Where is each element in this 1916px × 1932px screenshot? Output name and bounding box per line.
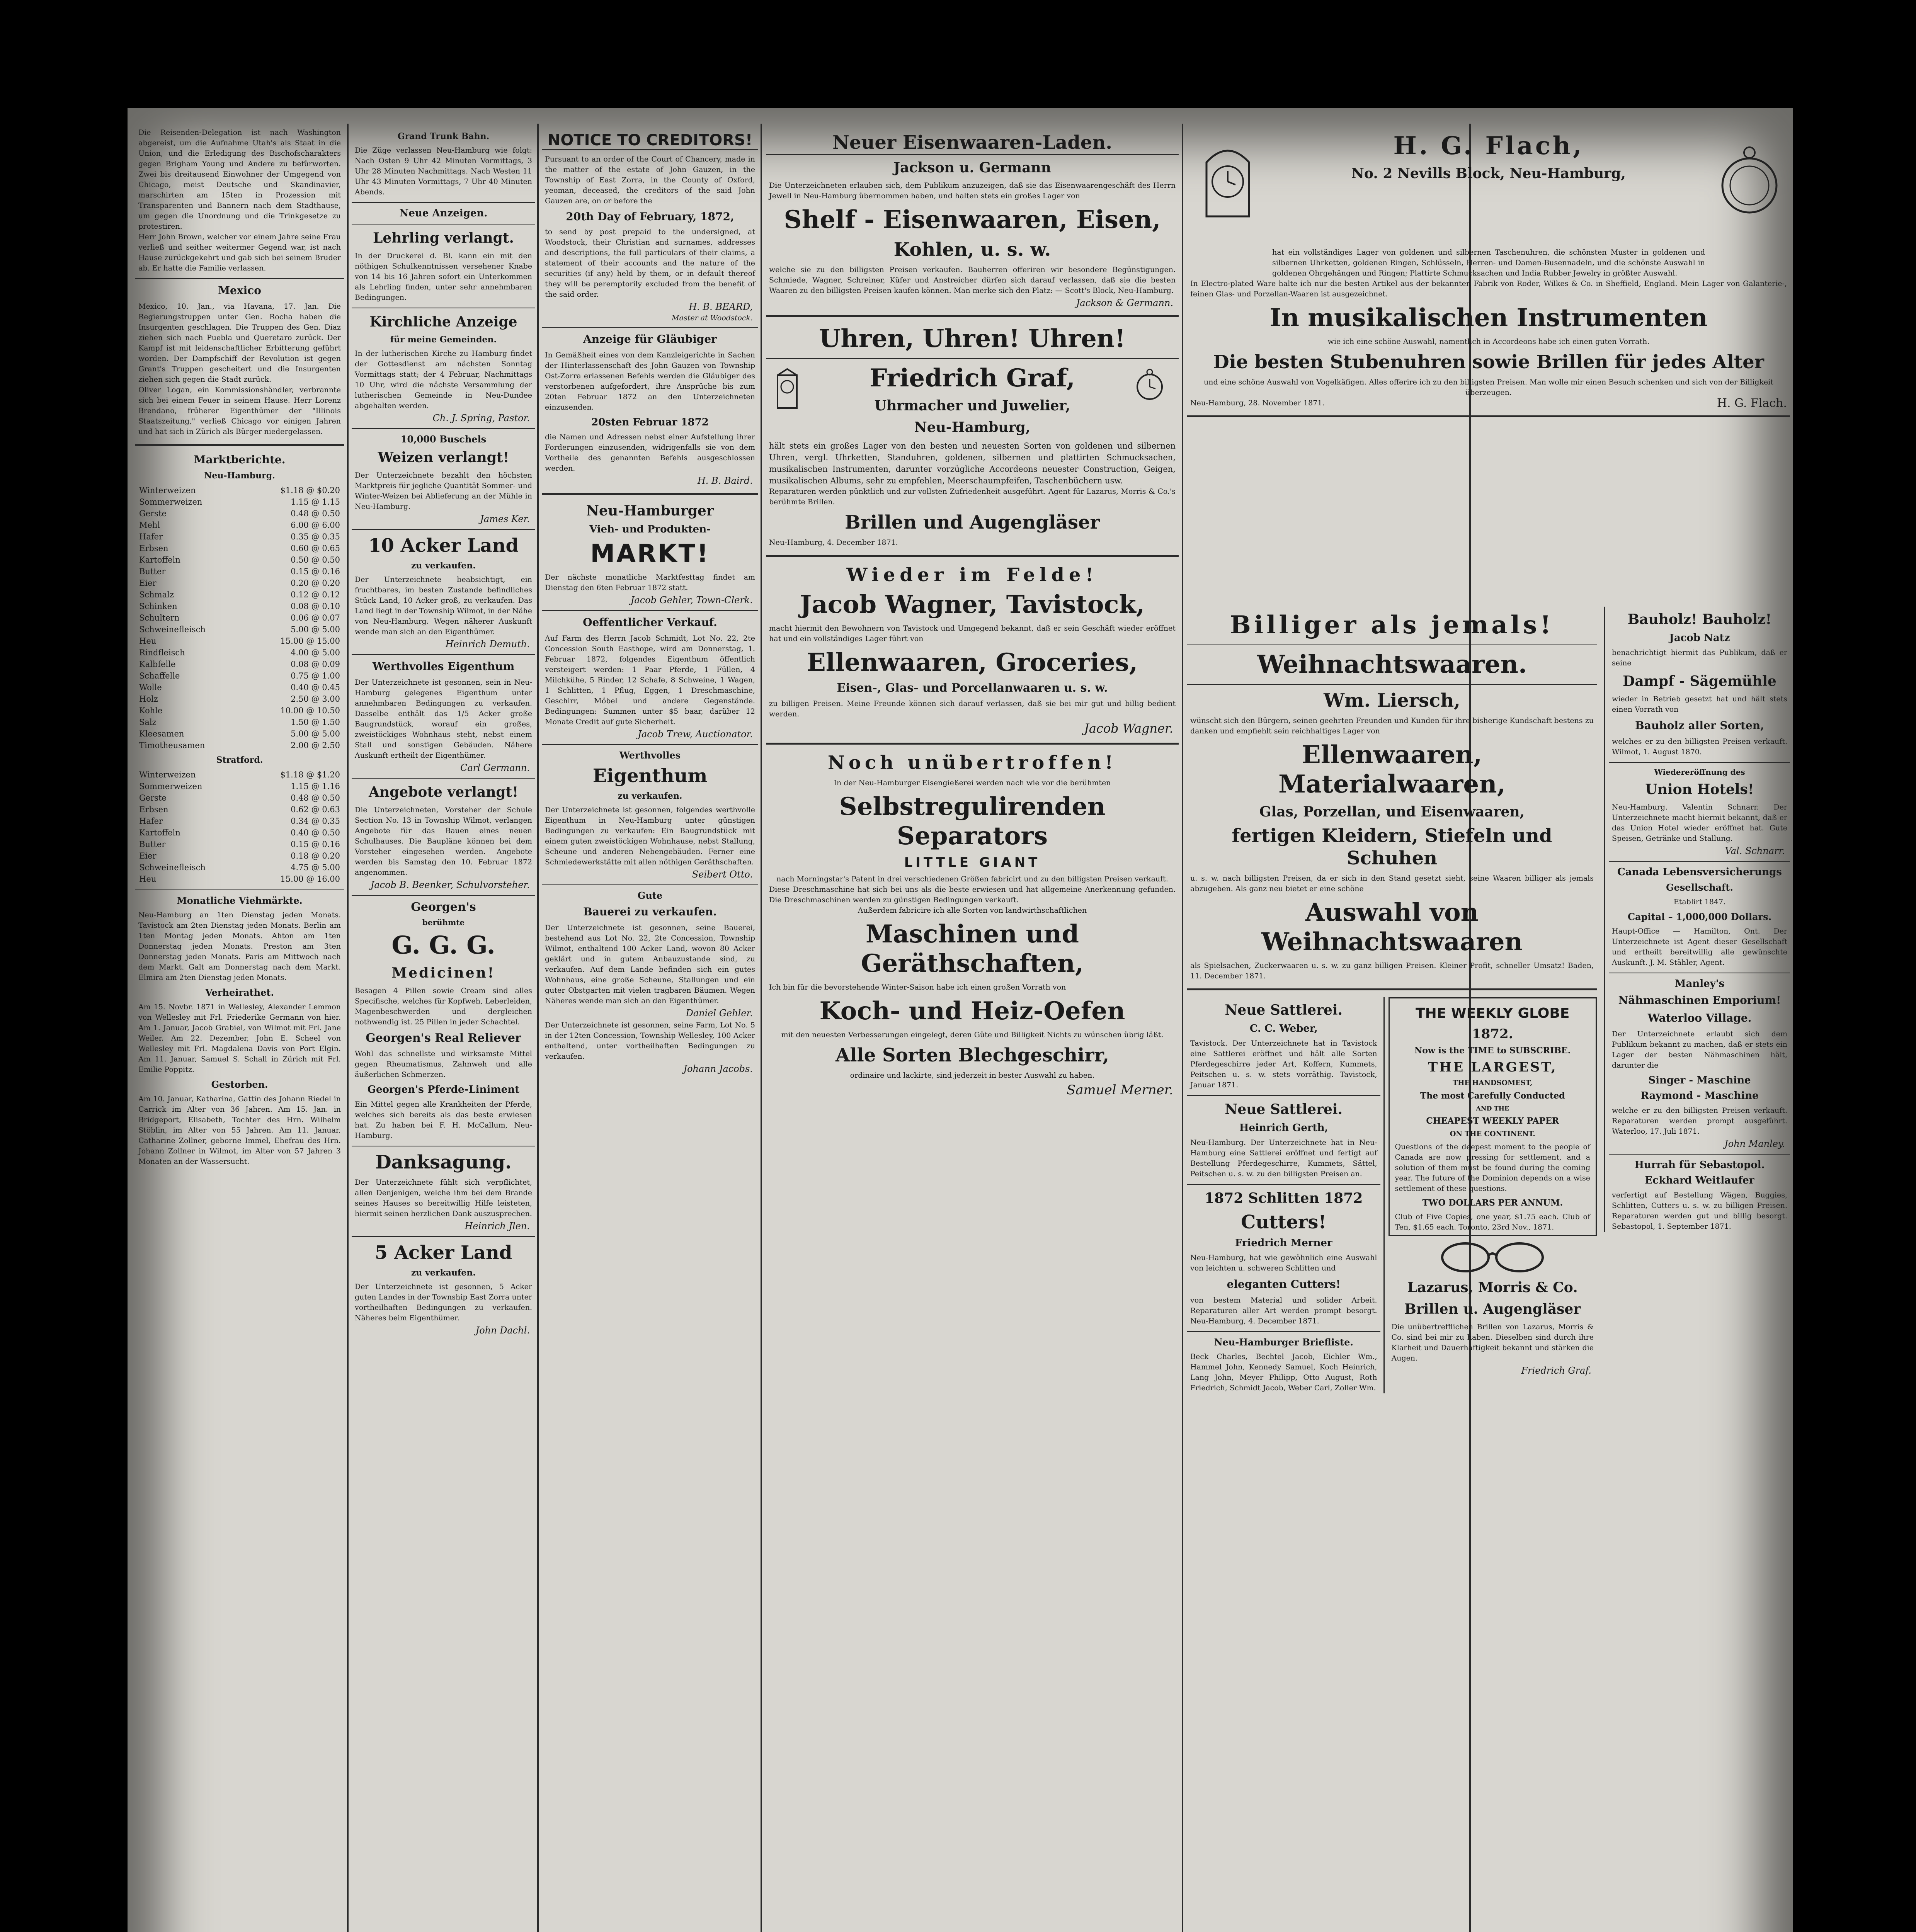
unsurpassed-heading: Noch unübertroffen! — [827, 752, 1117, 774]
price-item: Schweinefleisch — [139, 625, 206, 634]
price-value: 15.00 @ 15.00 — [280, 636, 340, 646]
liersch-heading: Wm. Liersch, — [1324, 690, 1460, 711]
price-value: 1.15 @ 1.16 — [291, 782, 340, 791]
price-item: Eier — [139, 851, 157, 861]
price-row — [139, 624, 340, 635]
price-item: Kartoffeln — [139, 828, 180, 837]
column-ads-3: H. G. Flach, No. 2 Nevills Block, Neu-Hamburg, hat ein vollständiges Lager von goldenen und silbernen Taschenuhren, die schönsten Muster in goldenen und silbernen Uhrketten, goldenen Ringen, Schlüsseln, Herren- und Damen-Busennadeln, und die schönste Auswahl in goldenen Ohrgehängen und Ringen; Plattirte Schmucksachen und India Rubber Jewelry in größter Auswahl. In Electro-plated Ware halte ich nur die besten Artikel aus der bekannten Fabrik von Roder, Wilkes & Co. in Sheffield, England. Mein Lager von Galanterie-, feinen Glas- und Porzellan-Waaren ist ausgezeichnet. In musikalischen Instrumenten wie ich eine schöne Auswahl, namentlich in Accordeons habe ich einen guten Vorrath. Die besten Stubenuhren sowie Brillen für jedes Alter und eine schöne Auswahl von Vogelkäfigen. Alles offerire ich zu den billigsten Preisen. Man wolle mir einen Besuch schenken und sich von der Billigkeit überzeugen. Neu-Hamburg, 28. November 1871. H. G. Flach. Billiger als jemals! Weihnachtswaaren. Wm. Liersch, wünscht sich den Bürgern, seinen geehrten Freunden und Kunden für ihre bisherige Kundschaft bestens zu danken und empfiehlt sein reichhaltiges Lager von Ellenwaaren, Materialwaaren, Glas, Porzellan, und Eisenwaaren, fertigen Kleidern, Stiefeln und Schuhen u. s. w. nach billigsten Preisen, da er sich in den Stand gesetzt sieht, seine Waaren billiger als jemals abzugeben. Als ganz neu bietet er eine schöne Auswahl von Weihnachtswaaren als Spielsachen, Zuckerwaaren u. s. w. zu ganz billigen Preisen. Kleiner Profit, schneller Umsatz! Baden, 11. December 1871. Neue Sattlerei. C. C. Weber, Tavistock. Der Unterzeichnete hat in Tavistock eine Sattlerei eröffnet und hält alle Sorten Pferdegeschirre jeder Art, Koffern, Kummets, Peitschen u. s. w. stets vorräthig. Tavistock, Januar 1871. Neue Sattlerei. Heinrich Gerth, Neu-Hamburg. Der Unterzeichnete hat in Neu-Hamburg eine Sattlerei eröffnet und fertigt auf Bestellung Pferdegeschirre, Kummets, Sättel, Peitschen u. s. w. zu den billigsten Preisen an. 1872 Schlitten 1872 Cutters! Friedrich Merner Neu-Hamburg, hat wie gewöhnlich eine Auswahl von leichten u. schweren Schlitten und eleganten Cutters! von bestem Material und solider Arbeit. Reparaturen aller Art werden prompt besorgt. Neu-Hamburg, 4. December 1871. Neu-Hamburger Briefliste. Beck Charles, Bechtel Jacob, Eichler Wm., Hammel John, Kennedy Samuel, Koch Heinrich, Lang John, Meyer Philipp, Otto August, Roth Friedrich, Schmidt Jacob, Weber Carl, Zoller Wm. THE WEEKLY GLOBE 1872. Now is the TIME to SUBSCRIBE. THE LARGEST, THE HANDSOMEST, The most Carefully Conducted AND THE CHEAPEST WEEKLY PAPER ON THE CONTINENT. Questions of the deepest moment to the people of Canada are now pressing for settlement, and a solution of them must be found during the coming year. The future of the Dominion depends on a wise settlement of these questions. TWO DOLLARS PER ANNUM. Club of Five Copies, one year, $1.75 each. Club of Ten, $1.65 each. Toronto, 23rd Nov., 1871. Lazarus, Morris & Co. Brillen u. Augengläser Die unübertrefflichen Brillen von Lazarus, Morris & Co. sind bei mir zu haben. Dieselben sind durch ihre Klarheit und Dauerhaftigkeit bekannt und stärken die Augen. Friedrich Graf. Bauholz! Bauholz! Jacob Natz benachrichtigt hiermit das Publikum, daß er seine Dampf - Sägemühle wieder in Betrieb gesetzt hat und hält stets einen Vorrath von Bauholz aller Sorten, welches er zu den billigsten Preisen verkauft. Wilmot, 1. August 1870. Wiedereröffnung des Union Hotels! Neu-Hamburg. Valentin Schnarr. Der Unterzeichnete macht hiermit bekannt, daß er das Union Hotel wieder eröffnet hat. Gute Speisen, Getränke und Stallung. Val. Schnarr. Canada Lebensversicherungs Gesellschaft. Etablirt 1847. Capital – 1,000,000 Dollars. Haupt-Office — Hamilton, Ont. Der Unterzeichnete ist Agent dieser Gesellschaft und ertheilt bereitwillig alle gewünschte Auskunft. J. M. Stähler, Agent. Manley's Nähmaschinen Emporium! Waterloo Village. Der Unterzeichnete erlaubt sich dem Publikum bekannt zu machen, daß er stets ein Lager der besten Nähmaschinen hält, darunter die Singer - Maschine Raymond - Maschine welche er zu den billigsten Preisen verkauft. Reparaturen werden prompt ausgeführt. Waterloo, 17. Juli 1871. John Manley. Hurrah für Sebastopol. Eckhard Weitlaufer verfertigt auf Bestellung Wägen, Buggies, Schlitten, Cutters u. s. w. zu billigen Preisen. Reparaturen werden gut und billig besorgt. Sebastopol, 1. September 1871. — [1187, 128, 1790, 1932]
weekly-globe-ad: THE WEEKLY GLOBE 1872. Now is the TIME to SUBSCRIBE. THE LARGEST, THE HANDSOMEST, The most Carefully Conducted AND THE CHEAPEST WEEKLY PAPER ON THE CONTINENT. Questions of the deepest moment to the people of Canada are now pressing for settlement, and a solution of them must be found during the coming year. The future of the Dominion depends on a wise settlement of these questions. TWO DOLLARS PER ANNUM. Club of Five Copies, one year, $1.75 each. Club of Ten, $1.65 each. Toronto, 23rd Nov., 1871. — [1389, 997, 1597, 1236]
price-item: Rindfleisch — [139, 648, 185, 657]
price-value: 0.35 @ 0.35 — [291, 532, 340, 541]
price-value: 5.00 @ 5.00 — [291, 625, 340, 634]
coal-heading: Kohlen, u. s. w. — [893, 239, 1051, 260]
spectacles-sale-heading: Brillen u. Augengläser — [1404, 1301, 1581, 1317]
sewing-machine-heading: Nähmaschinen Emporium! — [1618, 994, 1781, 1007]
price-row — [139, 485, 340, 496]
price-value: 0.75 @ 1.00 — [291, 671, 340, 680]
price-row — [139, 496, 340, 508]
price-item: Kohle — [139, 706, 163, 715]
notice-creditors-heading: NOTICE TO CREDITORS! — [542, 131, 758, 150]
price-row — [139, 862, 340, 873]
price-item: Eier — [139, 578, 157, 588]
price-value: 0.08 @ 0.09 — [291, 660, 340, 669]
watches-heading: Uhren, Uhren! Uhren! — [819, 324, 1126, 353]
dry-goods-groceries-heading: Ellenwaaren, Materialwaaren, — [1278, 740, 1506, 799]
price-item: Schultern — [139, 613, 180, 622]
price-row — [139, 781, 340, 792]
price-row — [139, 612, 340, 624]
letter-list-heading: Neu-Hamburger Briefliste. — [1214, 1337, 1353, 1348]
price-row — [139, 850, 340, 862]
apprentice-heading: Lehrling verlangt. — [373, 230, 514, 246]
price-item: Butter — [139, 840, 166, 849]
market-heading: MARKT! — [590, 539, 710, 568]
price-row — [139, 693, 340, 705]
column-news: Die Reisenden-Delegation ist nach Washington abgereist, um die Aufnahme Utah's als Staat in die Union, und die Erledigung des Bischofscharakters gegen Brigham Young und Andere zu befürworten. Zwei bis dreitausend Einwohner der Umgegend von Chicago, meist Deutsche und Skandinavier, marschirten am 15ten in Prozession mit Transparenten und Bannern nach dem Stadthause, um gegen die Unordnung und die Trinkgesetze zu protestiren. Herr John Brown, welcher vor einem Jahre seine Frau verließ und seither weitermer Gegend war, ist nach Hause zurückgekehrt und gab sich bei seinem Bruder ab. Er hatte die Familie verlassen. Mexico Mexico, 10. Jan., via Havana, 17. Jan. Die Regierungstruppen unter Gen. Rocha haben die Insurgenten geschlagen. Die Truppen des Gen. Diaz ziehen sich nach Puebla und Queretaro zurück. Der Kampf ist mit leidenschaftlicher Erbitterung geführt worden. Der Dampfschiff der Revolution ist gegen Grant's Truppen gescheitert und die Insurgenten ziehen sich gegen die Stadt zurück. Oliver Logan, ein Kommissionshändler, verbrannte sich bei einem Feuer in seinem Hause. Herr Lorenz Brendano, früherer Eigenthümer der "Illinois Staatszeitung," verließ Chicago vor einigen Jahren und hat sich in Zürich als Bürger niedergelassen. Marktberichte. Neu-Hamburg. Winterweizen $1.18 @ $0.20 Sommerweizen 1.15 @ 1.15 Gerste 0.48 @ 0.50 Mehl 6.00 @ 6.00 Hafer 0.35 @ 0.35 Erbsen 0.60 @ 0.65 Kartoffeln 0.50 @ 0.50 Butter 0.15 @ 0.16 Eier 0.20 @ 0.20 Schmalz 0.12 @ 0.12 Schinken 0.08 @ 0.10 Schultern 0.06 @ 0.07 Schweinefleisch 5.00 @ 5.00 Heu 15.00 @ 15.00 Rindfleisch 4.00 @ 5.00 Kalbfelle 0.08 @ 0.09 Schaffelle 0.75 @ 1.00 Wolle 0.40 @ 0.45 Holz 2.50 @ 3.00 Kohle 10.00 @ 10.50 Salz 1.50 @ 1.50 Kleesamen 5.00 @ 5.00 Timotheusamen 2.00 @ 2.50 Stratford. Winterweizen $1.18 @ $1.20 Sommerweizen 1.15 @ 1.16 Gerste 0.48 @ 0.50 Erbsen 0.62 @ 0.63 Hafer 0.34 @ 0.35 Kartoffeln 0.40 @ 0.50 Butter 0.15 @ 0.16 Eier 0.18 @ 0.20 Schweinefleisch 4.75 @ 5.00 Heu 15.00 @ 16.00 Monatliche Viehmärkte. Neu-Hamburg an 1ten Dienstag jeden Monats. Tavistock am 2ten Dienstag jeden Monats. Berlin am 1ten Montag jeden Monats. Ahton am 1ten Donnerstag jeden Monats. Preston am 3ten Donnerstag jeden Monats. Paris am Mittwoch nach dem Markt. Galt am Donnerstag nach dem Markt. Elmira am 2ten Dienstag jeden Monats. Verheirathet. Am 15. Novbr. 1871 in Wellesley, Alexander Lemmon von Wellesley mit Frl. Friederike Germann von hier. Am 1. Januar, Jacob Grabiel, von Wilmot mit Frl. Jane Weiler. Am 22. Dezember, John E. Scheel von Wellesley mit Frl. Magdalena Davis von Port Elgin. Am 11. Januar, Samuel S. Schall in Zürich mit Frl. Emilie Poppitz. Gestorben. Am 10. Januar, Katharina, Gattin des Johann Riedel in Carrick im Alter von 36 Jahren. Am 15. Jan. in Bridgeport, Elisabeth, Tochter des Hrn. Wilhelm Stöblin, im Alter von 55 Jahren. Am 11. Januar, Catharine Zollner, geborne Immel, Ehefrau des Hrn. Johann Zollner in Wilmot, im Alter von 57 Jahren 3 Monaten an der Wassersucht. — [135, 128, 344, 1932]
price-value: 0.12 @ 0.12 — [291, 590, 340, 599]
price-row — [139, 815, 340, 827]
price-value: 6.00 @ 6.00 — [291, 520, 340, 530]
price-value: 2.50 @ 3.00 — [291, 694, 340, 704]
price-value: 0.15 @ 0.16 — [291, 567, 340, 576]
price-value: 2.00 @ 2.50 — [291, 741, 340, 750]
cutters-heading: Cutters! — [1241, 1211, 1327, 1233]
price-row — [139, 566, 340, 577]
medicines-heading: Medicinen! — [391, 965, 495, 981]
instruments-heading: In musikalischen Instrumenten — [1269, 303, 1708, 332]
price-row — [139, 554, 340, 566]
price-item: Holz — [139, 694, 158, 704]
price-value: 0.48 @ 0.50 — [291, 793, 340, 803]
property-heading: Werthvolles Eigenthum — [372, 660, 515, 673]
price-item: Sommerweizen — [139, 782, 202, 791]
price-row — [139, 577, 340, 589]
price-item: Kartoffeln — [139, 555, 180, 565]
column-feature-ads: Neuer Eisenwaaren-Laden. Jackson u. Germann Die Unterzeichneten erlauben sich, dem Publikum anzuzeigen, daß sie das Eisenwaarengeschäft des Herrn Jewell in Neu-Hamburg übernommen haben, und halten stets ein großes Lager von Shelf - Eisenwaaren, Eisen, Kohlen, u. s. w. welche sie zu den billigsten Preisen verkaufen. Bauherren offeriren wir besondere Begünstigungen. Schmiede, Wagner, Schreiner, Küfer und Anstreicher dürfen sich darauf verlassen, daß sie die besten Waaren zu den billigsten Preisen kaufen können. Man merke sich den Platz: — Scott's Block, Neu-Hamburg. Jackson & Germann. Uhren, Uhren! Uhren! Friedrich Graf, Uhrmacher und Juwelier, Neu-Hamburg, hält stets ein großes Lager von den besten und neuesten Sorten von goldenen und silbernen Uhren, vergl. Uhrketten, Standuhren, goldenen, silbernen und plattirten Schmucksachen, musikalischen Instrumenten, darunter vorzügliche Accordeons neuester Construction, Geigen, musikalischen Albums, sehr zu empfehlen, Meerschaumpfeifen, Taschenbüchern usw. Reparaturen werden pünktlich und zur vollsten Zufriedenheit ausgeführt. Agent für Lazarus, Morris & Co.'s berühmte Brillen. Brillen und Augengläser Neu-Hamburg, 4. December 1871. Wieder im Felde! Jacob Wagner, Tavistock, macht hiermit den Bewohnern von Tavistock und Umgegend bekannt, daß er sein Geschäft wieder eröffnet hat und ein vollständiges Lager führt von Ellenwaaren, Groceries, Eisen-, Glas- und Porcellanwaaren u. s. w. zu billigen Preisen. Meine Freunde können sich darauf verlassen, daß sie bei mir gut und billig bedient werden. Jacob Wagner. Noch unübertroffen! In der Neu-Hamburger Eisengießerei werden nach wie vor die berühmten Selbstregulirenden Separators LITTLE GIANT nach Morningstar's Patent in drei verschiedenen Größen fabricirt und zu den billigsten Preisen verkauft. Diese Dreschmaschine hat sich bei uns als die beste erwiesen und hat allgemeine Anerkennung gefunden. Die Dreschmaschinen werden zu günstigen Bedingungen verkauft. Außerdem fabricire ich alle Sorten von landwirthschaftlichen Maschinen und Geräthschaften, Ich bin für die bevorstehende Winter-Saison habe ich einen großen Vorrath von Koch- und Heiz-Oefen mit den neuesten Verbesserungen eingelegt, deren Güte und Billigkeit Nichts zu wünschen übrig läßt. Alle Sorten Blechgeschirr, ordinaire und lackirte, sind jederzeit in bester Auswahl zu haben. Samuel Merner. — [766, 128, 1179, 1932]
sleighs-heading: 1872 Schlitten 1872 — [1205, 1190, 1363, 1206]
price-value: 1.50 @ 1.50 — [291, 718, 340, 727]
price-item: Schaffelle — [139, 671, 180, 680]
price-item: Salz — [139, 718, 157, 727]
farm-sale-heading: Bauerei zu verkaufen. — [583, 905, 717, 918]
christmas-goods-heading: Weihnachtswaaren. — [1257, 650, 1527, 679]
price-row — [139, 670, 340, 682]
price-row — [139, 728, 340, 740]
price-value: 0.20 @ 0.20 — [291, 578, 340, 588]
shelf-hardware-heading: Shelf - Eisenwaaren, Eisen, — [784, 205, 1161, 234]
price-item: Gerste — [139, 509, 167, 518]
separators-heading: Selbstregulirenden Separators — [839, 792, 1106, 850]
saddlery-2-heading: Neue Sattlerei. — [1225, 1101, 1343, 1117]
column-ads-2: NOTICE TO CREDITORS! Pursuant to an order of the Court of Chancery, made in the matter of the estate of John Gauzen, in the Township of East Zorra, in the County of Oxford, yeoman, deceased, the creditors of the said John Gauzen are, on or before the 20th Day of February, 1872, to send by post prepaid to the undersigned, at Woodstock, their Christian and surnames, addresses and descriptions, the full particulars of their claims, a statement of their accounts and the nature of the securities (if any) held by them, or in default thereof they will be peremptorily excluded from the benefit of the said order. H. B. BEARD, Master at Woodstock. Anzeige für Gläubiger In Gemäßheit eines von dem Kanzleigerichte in Sachen der Hinterlassenschaft des John Gauzen von Township Ost-Zorra erlassenen Befehls werden die Gläubiger des verstorbenen aufgefordert, ihre Ansprüche bis zum 20ten Februar 1872 an den Unterzeichneten einzusenden. 20sten Februar 1872 die Namen und Adressen nebst einer Aufstellung ihrer Forderungen einzusenden, widrigenfalls sie von dem Vortheile des genannten Befehls ausgeschlossen werden. H. B. Baird. Neu-Hamburger Vieh- und Produkten- MARKT! Der nächste monatliche Marktfesttag findet am Dienstag den 6ten Februar 1872 statt. Jacob Gehler, Town-Clerk. Oeffentlicher Verkauf. Auf Farm des Herrn Jacob Schmidt, Lot No. 22, 2te Concession South Easthope, wird am Donnerstag, 1. Februar 1872, folgendes Eigenthum öffentlich versteigert werden: 1 Paar Pferde, 1 Füllen, 4 Milchkühe, 5 Rinder, 12 Schafe, 8 Schweine, 1 Wagen, 1 Schlitten, 1 Pflug, Eggen, 1 Dreschmaschine, Geschirr, Möbel und andere Gegenstände. Bedingungen: Summen unter $5 baar, darüber 12 Monate Credit auf gute Sicherheit. Jacob Trew, Auctionator. Werthvolles Eigenthum zu verkaufen. Der Unterzeichnete ist gesonnen, folgendes werthvolle Eigenthum in Neu-Hamburg unter günstigen Bedingungen zu verkaufen: Ein Baugrundstück mit einem guten zweistöckigen Wohnhause, nebst Stallung, Scheune und anderen Nebengebäuden. Ferner eine Schmiedewerkstätte mit allen nöthigen Geräthschaften. Seibert Otto. Gute Bauerei zu verkaufen. Der Unterzeichnete ist gesonnen, seine Bauerei, bestehend aus Lot No. 22, 2te Concession, Township Wilmot, enthaltend 100 Acker Land, wovon 80 Acker geklärt und in gutem Anbauzustande sind, zu verkaufen. Auf dem Lande befinden sich ein gutes Wohnhaus, eine große Scheune, Stallungen und ein guter Obstgarten mit vielen tragbaren Bäumen. Wegen Näheres wende man sich an den Eigenthümer. Daniel Gehler. Der Unterzeichnete ist gesonnen, seine Farm, Lot No. 5 in der 12ten Concession, Township Wellesley, 100 Acker enthaltend, unter vortheilhaften Bedingungen zu verkaufen. Johann Jacobs. — [542, 128, 758, 1932]
stratford-price-list — [135, 769, 344, 885]
watchmaker-heading: Uhrmacher und Juwelier, — [874, 398, 1070, 414]
back-in-field-heading: Wieder im Felde! — [846, 564, 1098, 586]
price-item: Erbsen — [139, 544, 168, 553]
machines-heading: Maschinen und Geräthschaften, — [861, 920, 1084, 978]
flach-address: No. 2 Nevills Block, Neu-Hamburg, — [1351, 165, 1626, 182]
liniment-heading: Georgen's Pferde-Liniment — [367, 1084, 520, 1095]
price-value: 0.18 @ 0.20 — [291, 851, 340, 861]
wagner-heading: Jacob Wagner, Tavistock, — [800, 590, 1145, 619]
price-row — [139, 531, 340, 543]
reliever-heading: Georgen's Real Reliever — [366, 1031, 521, 1045]
price-value: 0.08 @ 0.10 — [291, 602, 340, 611]
cattle-market-heading: Monatliche Viehmärkte. — [177, 895, 303, 906]
newspaper-page — [128, 108, 1793, 1932]
price-item: Kalbfelle — [139, 660, 176, 669]
price-item: Sommerweizen — [139, 497, 202, 507]
column-ads-1: Grand Trunk Bahn. Die Züge verlassen Neu-Hamburg wie folgt: Nach Osten 9 Uhr 42 Minuten Vormittags, 3 Uhr 28 Minuten Nachmittags. Nach Westen 11 Uhr 43 Minuten Vormittags, 7 Uhr 40 Minuten Abends. Neue Anzeigen. Lehrling verlangt. In der Druckerei d. Bl. kann ein mit den nöthigen Schulkenntnissen versehener Knabe von 14 bis 16 Jahren sofort ein Unterkommen als Lehrling finden, unter sehr annehmbaren Bedingungen. Kirchliche Anzeige für meine Gemeinden. In der lutherischen Kirche zu Hamburg findet der Gottesdienst am nächsten Sonntag Vormittags statt; der 4 Februar, Nachmittags 10 Uhr, wird die nächste Versammlung der lutherischen Gemeinde in Neu-Dundee abgehalten werden. Ch. J. Spring, Pastor. 10,000 Buschels Weizen verlangt! Der Unterzeichnete bezahlt den höchsten Marktpreis für jegliche Quantität Sommer- und Winter-Weizen bei Ablieferung an der Mühle in Neu-Hamburg. James Ker. 10 Acker Land zu verkaufen. Der Unterzeichnete beabsichtigt, ein fruchtbares, im besten Zustande befindliches Stück Land, 10 Acker groß, zu verkaufen. Das Land liegt in der Township Wilmot, in der Nähe von Neu-Hamburg. Wegen näherer Auskunft wende man sich an den Eigenthümer. Heinrich Demuth. Werthvolles Eigenthum Der Unterzeichnete ist gesonnen, sein in Neu-Hamburg gelegenes Eigenthum unter annehmbaren Bedingungen zu verkaufen. Dasselbe enthält das 1/5 Acker große Baugrundstück, worauf ein großes, zweistöckiges Wohnhaus steht, nebst einem Stall und sonstigen Gebäuden. Nähere Auskunft ertheilt der Eigenthümer. Carl Germann. Angebote verlangt! Die Unterzeichneten, Vorsteher der Schule Section No. 13 in Township Wilmot, verlangen Angebote für das Bauen eines neuen Schulhauses. Die Baupläne können bei dem Vorsteher eingesehen werden. Angebote werden bis Samstag den 10. Februar 1872 angenommen. Jacob B. Beenker, Schulvorsteher. Georgen's berühmte G. G. G. Medicinen! Besagen 4 Pillen sowie Cream sind alles Specifische, welches für Kopfweh, Leberleiden, Magenbeschwerden und dergleichen nothwendig ist. 25 Pillen in jeder Schachtel. Georgen's Real Reliever Wohl das schnellste und wirksamste Mittel gegen Rheumatismus, Zahnweh und alle äußerlichen Schmerzen. Georgen's Pferde-Liniment Ein Mittel gegen alle Krankheiten der Pferde, welches sich bereits als das beste erwiesen hat. Zu haben bei F. H. McCallum, Neu-Hamburg. Danksagung. Der Unterzeichnete fühlt sich verpflichtet, allen Denjenigen, welche ihm bei dem Brande seines Hauses so bereitwillig Hilfe leisteten, hiermit seinen herzlichen Dank auszusprechen. Heinrich Jlen. 5 Acker Land zu verkaufen. Der Unterzeichnete ist gesonnen, 5 Acker guten Landes in der Township East Zorra unter vortheilhaften Bedingungen zu verkaufen. Näheres beim Eigenthümer. John Dachl. — [352, 128, 535, 1932]
price-row — [139, 792, 340, 804]
price-value: 0.50 @ 0.50 — [291, 555, 340, 565]
insurance-heading: Canada Lebensversicherungs — [1617, 866, 1782, 878]
sawmill-heading: Dampf - Sägemühle — [1623, 673, 1776, 689]
price-value: 0.60 @ 0.65 — [291, 544, 340, 553]
price-item: Gerste — [139, 793, 167, 803]
creditors-notice-heading: Anzeige für Gläubiger — [583, 333, 717, 345]
offers-heading: Angebote verlangt! — [369, 784, 518, 800]
price-value: 0.48 @ 0.50 — [291, 509, 340, 518]
public-sale-heading: Oeffentlicher Verkauf. — [583, 616, 717, 629]
nh-market-title: Neu-Hamburger — [586, 503, 714, 519]
died-heading: Gestorben. — [211, 1079, 268, 1090]
notice-date: 20th Day of February, 1872, — [566, 210, 734, 223]
price-item: Winterweizen — [139, 486, 196, 495]
price-value: $1.18 @ $1.20 — [280, 770, 340, 779]
price-row — [139, 740, 340, 751]
ornate-clock-icon — [1195, 139, 1261, 224]
clock-icon — [774, 367, 801, 410]
price-item: Schinken — [139, 602, 177, 611]
price-row — [139, 589, 340, 600]
price-row — [139, 543, 340, 554]
nh-price-list — [135, 485, 344, 751]
graf-heading: Friedrich Graf, — [870, 364, 1075, 393]
price-row — [139, 600, 340, 612]
price-value: 0.34 @ 0.35 — [291, 816, 340, 826]
price-row — [139, 838, 340, 850]
price-value: $1.18 @ $0.20 — [280, 486, 340, 495]
lumber-heading: Bauholz! Bauholz! — [1627, 611, 1772, 628]
price-item: Heu — [139, 636, 157, 646]
married-heading: Verheirathet. — [205, 987, 274, 998]
price-item: Kleesamen — [139, 729, 184, 738]
price-item: Mehl — [139, 520, 160, 530]
price-row — [139, 705, 340, 716]
price-item: Schmalz — [139, 590, 174, 599]
price-item: Butter — [139, 567, 166, 576]
price-row — [139, 873, 340, 885]
railway-heading: Grand Trunk Bahn. — [397, 131, 490, 141]
price-row — [139, 519, 340, 531]
price-value: 4.75 @ 5.00 — [291, 863, 340, 872]
price-value: 0.06 @ 0.07 — [291, 613, 340, 622]
stoves-heading: Koch- und Heiz-Oefen — [819, 997, 1125, 1026]
price-row — [139, 827, 340, 838]
price-row — [139, 716, 340, 728]
stratford-heading: Stratford. — [216, 755, 263, 765]
cheaper-than-ever-heading: Billiger als jemals! — [1230, 611, 1554, 639]
price-value: 10.00 @ 10.50 — [280, 706, 340, 715]
jackson-germann-title: Jackson u. Germann — [893, 160, 1051, 176]
saddlery-heading: Neue Sattlerei. — [1225, 1002, 1343, 1018]
price-item: Hafer — [139, 816, 163, 826]
church-notice-heading: Kirchliche Anzeige — [369, 314, 517, 330]
price-value: 5.00 @ 5.00 — [291, 729, 340, 738]
price-row — [139, 682, 340, 693]
price-item: Hafer — [139, 532, 163, 541]
flach-heading: H. G. Flach, — [1393, 131, 1584, 160]
price-item: Erbsen — [139, 805, 168, 814]
tinware-heading: Alle Sorten Blechgeschirr, — [835, 1044, 1109, 1066]
christmas-selection-heading: Auswahl von Weihnachtswaaren — [1261, 898, 1523, 956]
ggg-heading: G. G. G. — [391, 931, 495, 960]
spectacles-heading: Brillen und Augengläser — [845, 512, 1100, 533]
price-row — [139, 635, 340, 647]
price-value: 0.40 @ 0.50 — [291, 828, 340, 837]
nh-market-heading: Neu-Hamburg. — [204, 471, 275, 481]
price-value: 0.62 @ 0.63 — [291, 805, 340, 814]
price-item: Timotheusamen — [139, 741, 205, 750]
price-value: 4.00 @ 5.00 — [291, 648, 340, 657]
dry-goods-heading: Ellenwaaren, Groceries, — [807, 648, 1138, 677]
price-value: 0.40 @ 0.45 — [291, 683, 340, 692]
wheat-wanted-heading: Weizen verlangt! — [378, 449, 509, 466]
price-item: Heu — [139, 874, 157, 884]
price-row — [139, 647, 340, 658]
price-value: 15.00 @ 16.00 — [280, 874, 340, 884]
price-value: 0.15 @ 0.16 — [291, 840, 340, 849]
price-item: Winterweizen — [139, 770, 196, 779]
mexico-heading: Mexico — [218, 284, 261, 297]
hardware-store-heading: Neuer Eisenwaaren-Laden. — [766, 131, 1179, 155]
price-item: Wolle — [139, 683, 162, 692]
sebastopol-heading: Hurrah für Sebastopol. — [1634, 1159, 1765, 1171]
new-ads-heading: Neue Anzeigen. — [399, 207, 488, 219]
property-sale-heading: Eigenthum — [592, 765, 708, 787]
union-hotel-heading: Union Hotels! — [1645, 781, 1754, 798]
ten-acres-heading: 10 Acker Land — [368, 535, 519, 556]
market-reports-heading: Marktberichte. — [194, 453, 286, 466]
thanks-heading: Danksagung. — [375, 1151, 512, 1173]
price-row — [139, 508, 340, 519]
price-item: Schweinefleisch — [139, 863, 206, 872]
pocket-watch-icon — [1717, 139, 1782, 224]
spectacles-icon — [1434, 1240, 1550, 1275]
pocket-watch-icon — [1132, 367, 1167, 402]
price-row — [139, 769, 340, 781]
price-row — [139, 658, 340, 670]
price-value: 1.15 @ 1.15 — [291, 497, 340, 507]
price-row — [139, 804, 340, 815]
lazarus-heading: Lazarus, Morris & Co. — [1407, 1279, 1578, 1296]
clocks-glasses-heading: Die besten Stubenuhren sowie Brillen für jedes Alter — [1213, 351, 1764, 373]
five-acres-heading: 5 Acker Land — [374, 1242, 512, 1264]
